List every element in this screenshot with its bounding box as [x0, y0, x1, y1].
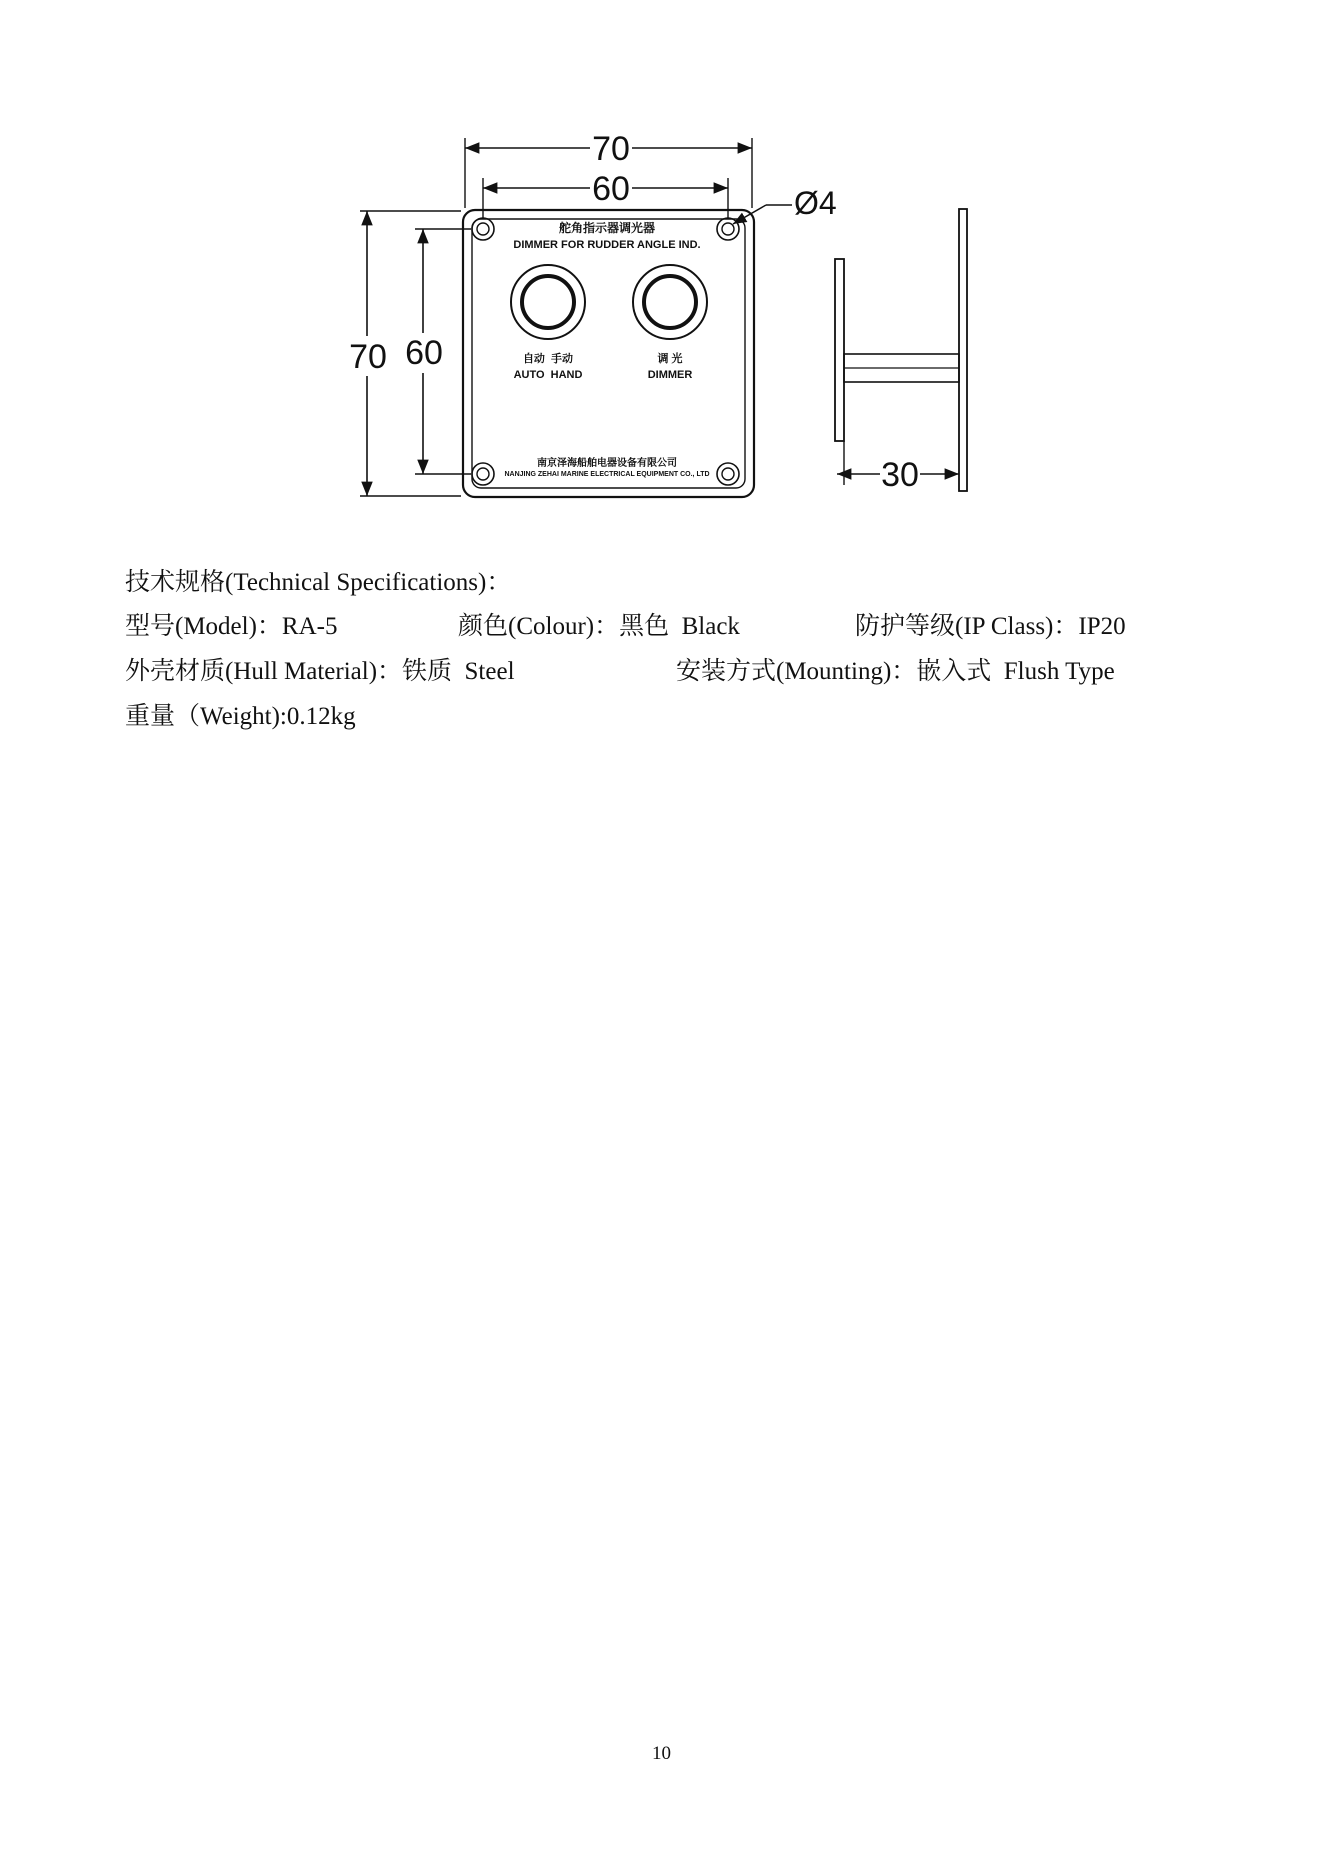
front-view: [463, 210, 754, 497]
spec-weight: 重量（Weight):0.12kg: [125, 703, 356, 730]
maker-name-cn: 南京泽海船舶电器设备有限公司: [537, 458, 677, 469]
side-view: [835, 209, 967, 494]
plate-inner-border: [472, 219, 745, 488]
height-inner-label: 60: [405, 334, 443, 372]
auto-hand-label-cn: 自动 手动: [522, 353, 574, 365]
depth-label: 30: [881, 456, 919, 494]
side-bezel: [835, 259, 844, 441]
side-rear-plate: [959, 209, 967, 491]
spec-ip-class: 防护等级(IP Class)：IP20: [855, 613, 1126, 640]
height-outer-label: 70: [349, 338, 387, 376]
auto-hand-knob-icon: [511, 265, 585, 339]
plate-title-cn: 舵角指示器调光器: [558, 221, 656, 235]
mounting-hole-icon: [717, 218, 739, 240]
mounting-hole-icon: [472, 218, 494, 240]
hole-diameter-callout: [733, 185, 837, 224]
auto-hand-label-en: AUTO HAND: [513, 369, 583, 381]
width-inner-label: 60: [592, 170, 630, 208]
specs-heading: 技术规格(Technical Specifications)：: [125, 569, 512, 596]
spec-hull-material: 外壳材质(Hull Material)：铁质 Steel: [125, 658, 515, 685]
technical-drawing: [0, 0, 1323, 520]
plate-outline: [463, 210, 754, 497]
dimmer-label-en: DIMMER: [647, 369, 693, 381]
width-dimensions: [465, 130, 752, 218]
page-number: 10: [652, 1743, 671, 1764]
width-outer-label: 70: [592, 130, 630, 168]
dimmer-label-cn: 调 光: [657, 353, 683, 365]
mounting-hole-icon: [717, 463, 739, 485]
plate-title-en: DIMMER FOR RUDDER ANGLE IND.: [513, 239, 701, 251]
spec-colour: 颜色(Colour)：黑色 Black: [458, 613, 740, 640]
mounting-hole-icon: [472, 463, 494, 485]
height-dimensions: [348, 211, 471, 496]
hole-diameter-label: Ø4: [794, 185, 837, 221]
spec-model: 型号(Model)：RA-5: [125, 613, 338, 640]
spec-mounting: 安装方式(Mounting)：嵌入式 Flush Type: [676, 658, 1115, 685]
maker-name-en: NANJING ZEHAI MARINE ELECTRICAL EQUIPMENT CO., LTD: [504, 471, 710, 478]
dimmer-knob-icon: [633, 265, 707, 339]
